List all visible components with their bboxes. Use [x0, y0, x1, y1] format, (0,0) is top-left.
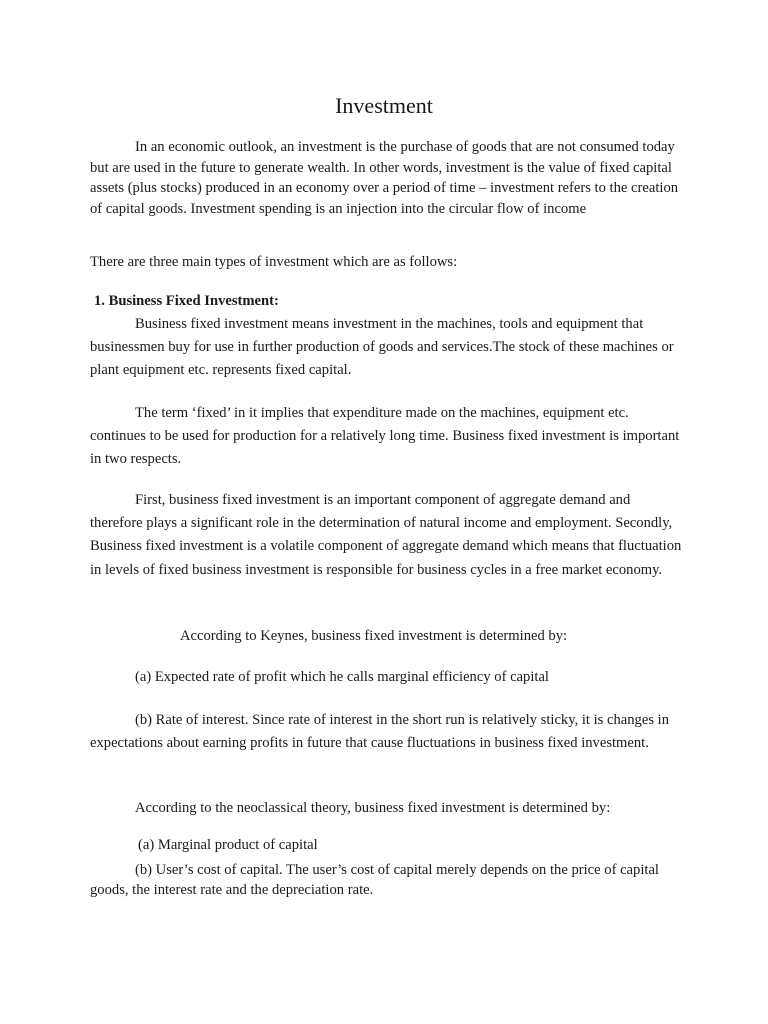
section-heading-business-fixed-investment: 1. Business Fixed Investment:	[94, 293, 279, 309]
keynes-item-b: (b) Rate of interest. Since rate of interest in the short run is relatively sticky, it is changes in expectations about earning profits in future that cause fluctuations in business fixed investment.	[90, 712, 670, 752]
keynes-item-a: (a) Expected rate of profit which he calls marginal efficiency of capital	[135, 669, 549, 685]
types-intro-paragraph: There are three main types of investment which are as follows:	[90, 254, 458, 270]
neoclassical-item-a: (a) Marginal product of capital	[138, 837, 318, 853]
business-fixed-paragraph-2: The term ‘fixed’ in it implies that expenditure made on the machines, equipment etc. continues to be used for production for a relatively long time. Business fixed investment is important in two respects.	[90, 405, 680, 468]
keynes-intro-line: According to Keynes, business fixed investment is determined by:	[180, 628, 568, 644]
neoclassical-item-b: (b) User’s cost of capital. The user’s cost of capital merely depends on the price of capital goods, the interest rate and the depreciation rate.	[90, 862, 659, 898]
document-title: Investment	[335, 93, 433, 118]
business-fixed-paragraph-3: First, business fixed investment is an important component of aggregate demand and therefore plays a significant role in the determination of natural income and employment. Secondly, Business fixed investment is a volatile component of aggregate demand which means that fluctuation in levels of fixed business investment is responsible for business cycles in a free market economy.	[90, 492, 682, 578]
neoclassical-intro-line: According to the neoclassical theory, business fixed investment is determined by:	[135, 800, 611, 816]
intro-paragraph: In an economic outlook, an investment is the purchase of goods that are not consumed today but are used in the future to generate wealth. In other words, investment is the value of fixed capital assets (plus stocks) produced in an economy over a period of time – investment refers to the creation of capital goods. Investment spending is an injection into the circular flow of income	[90, 139, 679, 217]
business-fixed-paragraph-1: Business fixed investment means investment in the machines, tools and equipment that businessmen buy for use in further production of goods and services.The stock of these machines or plant equipment etc. represents fixed capital.	[90, 316, 674, 379]
